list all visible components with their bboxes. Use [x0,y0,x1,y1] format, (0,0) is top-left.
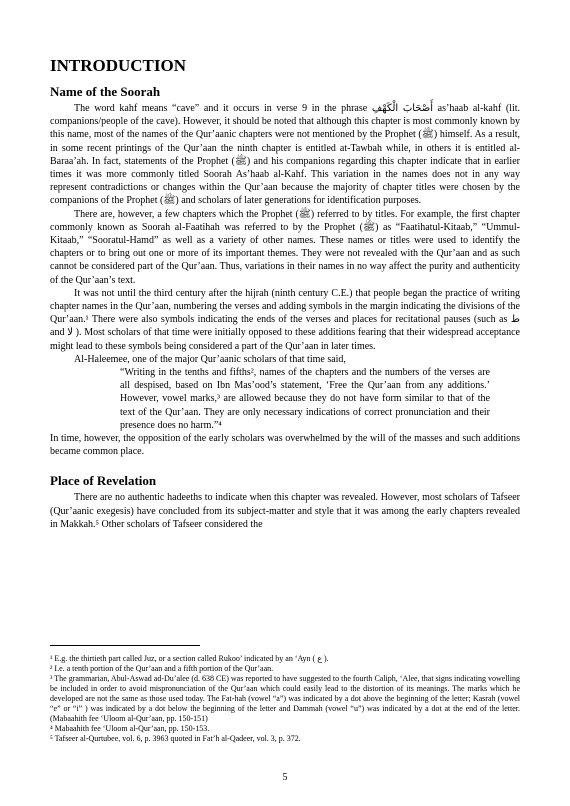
footnote-divider [50,645,200,646]
footnote: ⁵ Tafseer al-Qurtubee, vol. 6, p. 3963 quoted in Fat’h al-Qadeer, vol. 3, p. 372. [50,734,301,743]
footnote: ¹ E.g. the thirtieth part called Juz, or a section called Rukoo’ indicated by an ‘Ayn ( ع ). [50,654,329,663]
page-number: 5 [282,772,288,783]
page-title: INTRODUCTION [50,56,187,75]
block-quote: “Writing in the tenths and fifths², names of the chapters and the numbers of the verses are all despised, based on Ibn Mas’ood’s statement, ‘Free the Qur’aan from any additions.’ However, vowel marks,³ are allowed because they do not have form similar to that of the text of the Qur’aan. They are only necessary indications of correct pronunciation and their presence does no harm.”⁴ [120,367,490,431]
footnotes [50,654,520,744]
paragraph: It was not until the third century after the hijrah (ninth century C.E.) that people began the practice of writing chapter names in the Qur’aan, numbering the verses and adding symbols in the margin indicating the divisions of the Qur’aan.¹ There were also symbols indicating the ends of the verses and places for recitational pauses (such as ط and لا ). Most scholars of that time were initially opposed to these additions fearing that their widespread acceptance might lead to these symbols being considered a part of the Qur’aan in later times. [50,287,520,352]
footnote: ⁴ Mabaahith fee ‘Uloom al-Qur’aan, pp. 150-153. [50,724,210,733]
paragraph: In time, however, the opposition of the early scholars was overwhelmed by the will of the masses and such additions became common place. [50,433,520,458]
paragraph: There are, however, a few chapters which the Prophet (ﷺ) referred to by titles. For example, the first chapter commonly known as Soorah al-Faatihah was referred to by the Prophet (ﷺ) as “Faatihatul-Kitaab,” “Ummul-Kitaab,” “Sooratul-Hamd” as well as a variety of other names. These names or titles were used to identify the chapters or to bring out one or more of its important themes. They were not revealed with the Qur’aan and as such cannot be considered part of the Qur’aan. Thus, variations in their names in no way affect the purity and authenticity of the Qur’aan’s text. [50,208,520,286]
section-heading-revelation: Place of Revelation [50,473,157,489]
quote-intro: Al-Haleemee, one of the major Qur’aanic scholars of that time said, [74,353,346,365]
paragraph: The word kahf means “cave” and it occurs in verse 9 in the phrase أَصْحَابَ الْكَهْفِ as’haab al-kahf (lit. companions/people of the cave). However, it should be noted that although this chapter is most commonly known by this name, most of the names of the Qur’aanic chapters were not mentioned by the Prophet (ﷺ) himself. As a result, in some recent printings of the Qur’aan the ninth chapter is entitled at-Tawbah while, in others it is entitled al-Baraa’ah. In fact, statements of the Prophet (ﷺ) and his companions regarding this chapter indicate that in earlier times it was more commonly titled Soorah As’haab al-Kahf. This variation in the names does not in any way represent contradictions or changes within the Qur’aan because the majority of chapter titles were chosen by the companions of the Prophet (ﷺ) and scholars of later generations for identification purposes. [50,103,521,207]
main-content [50,56,520,531]
paragraph: There are no authentic hadeeths to indicate when this chapter was revealed. However, most scholars of Tafseer (Qur’aanic exegesis) have concluded from its subject-matter and style that it was among the early chapters revealed in Makkah.⁵ Other scholars of Tafseer considered the [50,492,520,530]
footnote: ² I.e. a tenth portion of the Qur’aan and a fifth portion of the Qur’aan. [50,664,274,673]
footnote: ³ The grammarian, Abul-Aswad ad-Du’alee (d. 638 CE) was reported to have suggested to the fourth Caliph, ‘Alee, that signs indicating vowelling be included in order to avoid mispronunciation of the Qur’aan which could easily lead to the distortion of its meanings. The marks which he developed are not the same as those used today. The Fat-hah (vowel “a”) was indicated by a dot above the beginning of the letter; Kasrah (vowel “e” or “i” ) was indicated by a dot below the beginning of the letter and Dammah (vowel “u”) was indicated by a dot at the end of the letter. (Mabaahith fee ‘Uloom al-Qur’aan, pp. 150-151) [50,674,520,723]
section-heading-name: Name of the Soorah [50,84,161,99]
